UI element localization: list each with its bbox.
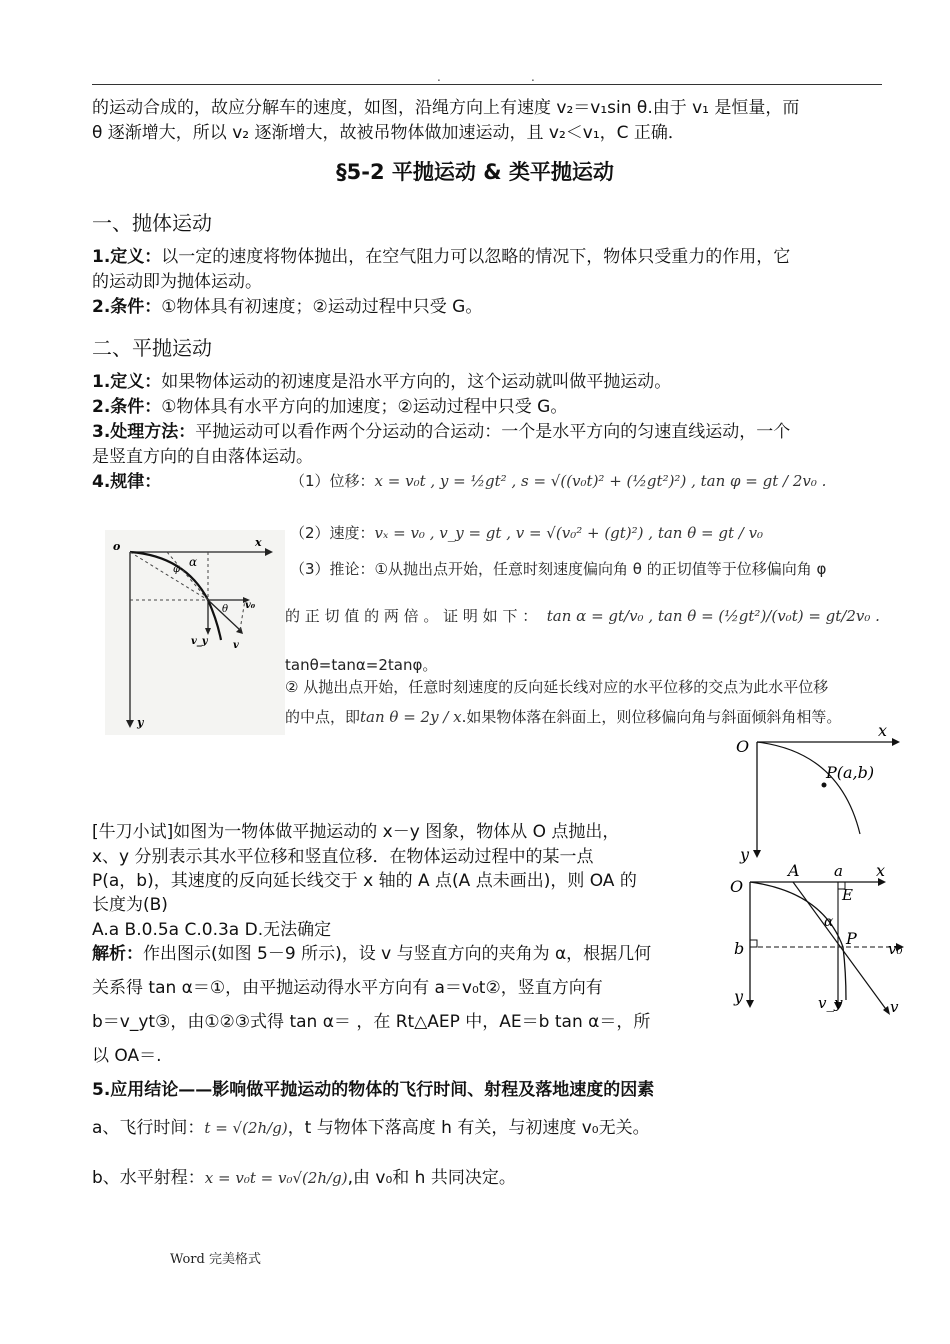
s2-def-label: 1.定义：	[92, 372, 162, 392]
fig2-label-o: O	[736, 737, 750, 756]
fig3-label-a-pt: A	[788, 862, 800, 880]
s1-def-label: 1.定义：	[92, 247, 162, 267]
fig1-label-v0: v₀	[245, 600, 256, 611]
s1-def-text2: 的运动即为抛体运动。	[92, 272, 262, 292]
law3-formula: tan α = gt/v₀ , tan θ = (½gt²)/(v₀t) = gt/2v₀ .	[546, 607, 880, 625]
figure-geometry	[728, 862, 918, 1017]
fig3-label-v: v	[890, 998, 899, 1016]
trial-line-2: x、y 分别表示其水平位移和竖直位移．在物体运动过程中的某一点	[92, 847, 594, 867]
law1-prefix: （1）位移：	[290, 472, 375, 490]
fig1-label-phi: φ	[173, 564, 181, 575]
law3-text1: （3）推论：①从抛出点开始，任意时刻速度偏向角 θ 的正切值等于位移偏向角 φ	[290, 560, 827, 578]
s5-a-text: ，t 与物体下落高度 h 有关，与初速度 v₀无关。	[287, 1118, 650, 1138]
fig1-label-o: o	[113, 540, 121, 553]
header-dot-right: .	[531, 70, 535, 84]
trial-options: A.a B.0.5a C.0.3a D.无法确定	[92, 920, 332, 940]
intro-line-1: 的运动合成的，故应分解车的速度，如图，沿绳方向上有速度 v₂＝v₁sin θ.由于 v₁ 是恒量，而	[92, 98, 800, 118]
header-rule	[92, 84, 882, 85]
law3-proof	[285, 605, 880, 626]
heading-projectile: 一、抛体运动	[92, 211, 212, 235]
fig3-label-a: a	[834, 862, 843, 880]
law-velocity	[290, 522, 763, 543]
fig3-label-vy: v_y	[818, 994, 843, 1012]
s1-definition	[92, 245, 790, 269]
fig3-label-y: y	[734, 987, 744, 1006]
fig1-label-x: x	[255, 536, 262, 549]
s5-b-prefix: b、水平射程：	[92, 1168, 205, 1188]
s5-a-prefix: a、飞行时间：	[92, 1118, 205, 1138]
s2-method-label: 3.处理方法：	[92, 422, 196, 442]
fig1-label-theta: θ	[222, 604, 229, 615]
s2-method-text2: 是竖直方向的自由落体运动。	[92, 447, 313, 467]
s1-def-text1: 以一定的速度将物体抛出，在空气阻力可以忽略的情况下，物体只受重力的作用，它	[161, 247, 791, 267]
footer: Word 完美格式	[170, 1252, 261, 1267]
s1-condition	[92, 295, 482, 319]
s2-law-label	[92, 470, 161, 494]
fig3-trajectory	[750, 882, 846, 1000]
law2-prefix: （2）速度：	[290, 524, 375, 542]
law3-text2: 的 正 切 值 的 两 倍 。 证 明 如 下 ：	[285, 607, 538, 625]
fig1-label-y: y	[137, 716, 144, 729]
s2-cond-text: ①物体具有水平方向的加速度；②运动过程中只受 G。	[161, 397, 568, 417]
s5-range	[92, 1166, 516, 1190]
fig1-label-alpha: α	[189, 555, 198, 569]
fig2-label-y: y	[740, 845, 750, 864]
fig1-label-v: v	[233, 640, 239, 651]
fig2-label-p: P(a,b)	[826, 763, 875, 782]
figure-projectile-velocity	[105, 530, 285, 735]
trial-solution-1	[92, 942, 651, 966]
s2-method-text1: 平抛运动可以看作两个分运动的合运动：一个是水平方向的匀速直线运动，一个	[195, 422, 791, 442]
header-dot-left: .	[437, 70, 441, 84]
figure-xy-graph	[730, 722, 900, 864]
fig3-label-e: E	[842, 886, 853, 904]
s2-method	[92, 420, 790, 444]
s5-flight-time	[92, 1116, 650, 1140]
trial-solution-4: 以 OA＝.	[92, 1046, 162, 1066]
s2-cond-label: 2.条件：	[92, 397, 162, 417]
s5-b-text: ,由 v₀和 h 共同决定。	[347, 1168, 516, 1188]
s2-condition	[92, 395, 567, 419]
s2-definition	[92, 370, 671, 394]
s5-heading: 5.应用结论——影响做平抛运动的物体的飞行时间、射程及落地速度的因素	[92, 1080, 655, 1100]
law-label-text: 4.规律：	[92, 472, 162, 492]
intro-line-2: θ 逐渐增大，所以 v₂ 逐渐增大，故被吊物体做加速运动，且 v₂＜v₁，C 正确．	[92, 123, 685, 143]
law2-formula: vₓ = v₀ , v_y = gt , v = √(v₀² + (gt)²) , tan θ = gt / v₀	[374, 524, 764, 542]
law3-text5b: .如果物体落在斜面上，则位移偏向角与斜面倾斜角相等。	[461, 708, 842, 726]
law3-text5a: 的中点，即	[285, 708, 361, 726]
fig2-point-p	[822, 783, 827, 788]
law3-text3: tanθ=tanα=2tanφ。	[285, 656, 438, 674]
fig3-label-x: x	[876, 862, 886, 880]
fig3-label-alpha: α	[824, 914, 834, 930]
trial-line-1: [牛刀小试]如图为一物体做平抛运动的 x－y 图象，物体从 O 点抛出，	[92, 822, 620, 842]
s1-cond-text: ①物体具有初速度；②运动过程中只受 G。	[161, 297, 483, 317]
trial-line-4: 长度为(B)	[92, 895, 168, 915]
fig3-label-v0: v₀	[888, 940, 903, 958]
s1-cond-label: 2.条件：	[92, 297, 162, 317]
law-displacement	[290, 470, 826, 491]
fig3-label-o: O	[730, 877, 744, 896]
s5-a-formula: t = √(2h/g)	[204, 1119, 288, 1137]
s2-def-text: 如果物体运动的初速度是沿水平方向的，这个运动就叫做平抛运动。	[161, 372, 672, 392]
fig1-label-vy: v_y	[191, 636, 208, 647]
fig3-label-p: P	[846, 929, 857, 948]
law1-formula: x = v₀t , y = ½gt² , s = √((v₀t)² + (½gt²)²) , tan φ = gt / 2v₀ .	[374, 472, 827, 490]
sol-label: 解析：	[92, 944, 143, 964]
fig2-trajectory	[757, 742, 860, 834]
heading-horizontal-projectile: 二、平抛运动	[92, 336, 212, 360]
fig2-label-x: x	[878, 722, 888, 740]
s5-b-formula: x = v₀t = v₀√(2h/g)	[204, 1169, 348, 1187]
trial-solution-3: b＝v_yt③，由①②③式得 tan α＝ ，在 Rt△AEP 中，AE＝b tan α＝，所	[92, 1012, 651, 1032]
sol-text1: 作出图示(如图 5－9 所示)，设 v 与竖直方向的夹角为 α，根据几何	[143, 944, 652, 964]
law3-text4: ② 从抛出点开始，任意时刻速度的反向延长线对应的水平位移的交点为此水平位移	[285, 678, 829, 696]
trial-line-3: P(a，b)，其速度的反向延长线交于 x 轴的 A 点(A 点未画出)，则 OA 的	[92, 871, 637, 891]
fig3-label-b: b	[734, 939, 745, 958]
trial-solution-2: 关系得 tan α＝①，由平抛运动得水平方向有 a＝v₀t②，竖直方向有	[92, 978, 603, 998]
law3-formula2: tan θ = 2y / x	[360, 708, 462, 726]
section-title: §5-2 平抛运动 & 类平抛运动	[336, 160, 614, 184]
